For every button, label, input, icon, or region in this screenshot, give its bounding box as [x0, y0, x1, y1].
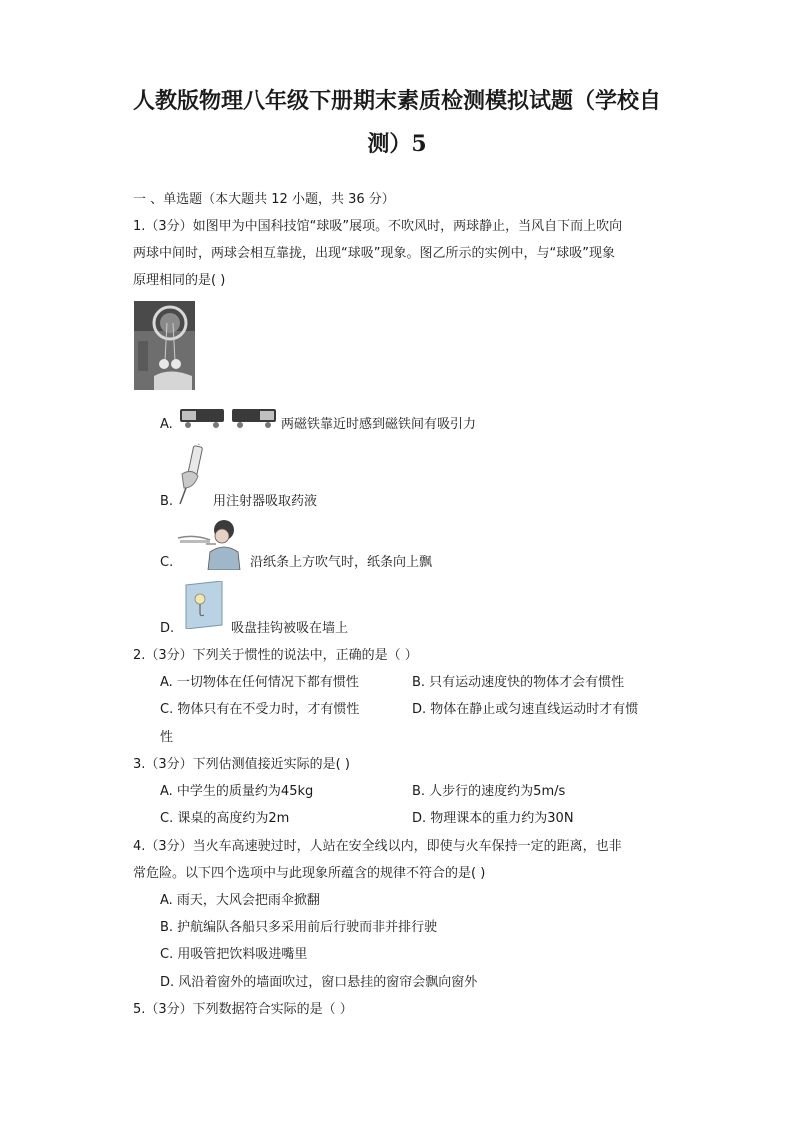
question-1-line-1: 1.（3分）如图甲为中国科技馆“球吸”展项。不吹风时，两球静止，当风自下而上吹向: [133, 219, 623, 234]
question-4-line-2: 常危险。以下四个选项中与此现象所蕴含的规律不符合的是( ): [133, 866, 486, 881]
option-b-label: B.: [160, 494, 174, 509]
syringe-icon: [174, 444, 210, 506]
question-3-stem: 3.（3分）下列估测值接近实际的是( ): [133, 757, 350, 772]
question-3-option-d: D. 物理课本的重力约为30N: [412, 811, 574, 826]
page-title-continued: 测）5: [367, 131, 427, 157]
page-title: 人教版物理八年级下册期末素质检测模拟试题（学校自: [132, 88, 661, 114]
blowing-paper-strip-icon: [176, 514, 242, 570]
question-2-option-d: D. 物体在静止或匀速直线运动时才有惯: [412, 702, 639, 717]
question-5-stem: 5.（3分）下列数据符合实际的是（ ）: [133, 1002, 353, 1017]
question-2-option-d-wrap: 性: [160, 730, 174, 745]
option-a-text: 两磁铁靠近时感到磁铁间有吸引力: [281, 417, 477, 432]
question-4-option-d: D. 风沿着窗外的墙面吹过，窗口悬挂的窗帘会飘向窗外: [160, 975, 478, 990]
option-b-text: 用注射器吸取药液: [213, 494, 318, 509]
ball-suction-exhibit-photo: [134, 301, 195, 390]
question-3-option-c: C. 课桌的高度约为2m: [160, 811, 290, 826]
question-2-option-c: C. 物体只有在不受力时，才有惯性: [160, 702, 360, 717]
question-4-option-a: A. 雨天，大风会把雨伞掀翻: [160, 893, 320, 908]
option-d-label: D.: [160, 621, 175, 636]
suction-hook-icon: [180, 581, 226, 629]
question-1-line-3: 原理相同的是( ): [133, 273, 226, 288]
section-heading: 一 、单选题（本大题共 12 小题，共 36 分）: [133, 192, 395, 207]
question-4-option-b: B. 护航编队各船只多采用前后行驶而非并排行驶: [160, 920, 438, 935]
question-2-option-a: A. 一切物体在任何情况下都有惯性: [160, 675, 359, 690]
question-1-line-2: 两球中间时，两球会相互靠拢，出现“球吸”现象。图乙所示的实例中，与“球吸”现象: [133, 246, 615, 261]
option-c-label: C.: [160, 555, 174, 570]
magnets-icon: [178, 405, 278, 429]
question-2-option-b: B. 只有运动速度快的物体才会有惯性: [412, 675, 625, 690]
option-a-label: A.: [160, 417, 173, 432]
question-2-stem: 2.（3分）下列关于惯性的说法中，正确的是（ ）: [133, 648, 418, 663]
question-4-line-1: 4.（3分）当火车高速驶过时，人站在安全线以内，即使与火车保持一定的距离，也非: [133, 839, 622, 854]
question-3-option-a: A. 中学生的质量约为45kg: [160, 784, 314, 799]
option-c-text: 沿纸条上方吹气时，纸条向上飘: [250, 555, 433, 570]
question-3-option-b: B. 人步行的速度约为5m/s: [412, 784, 566, 799]
option-d-text: 吸盘挂钩被吸在墙上: [231, 621, 349, 636]
question-4-option-c: C. 用吸管把饮料吸进嘴里: [160, 947, 308, 962]
